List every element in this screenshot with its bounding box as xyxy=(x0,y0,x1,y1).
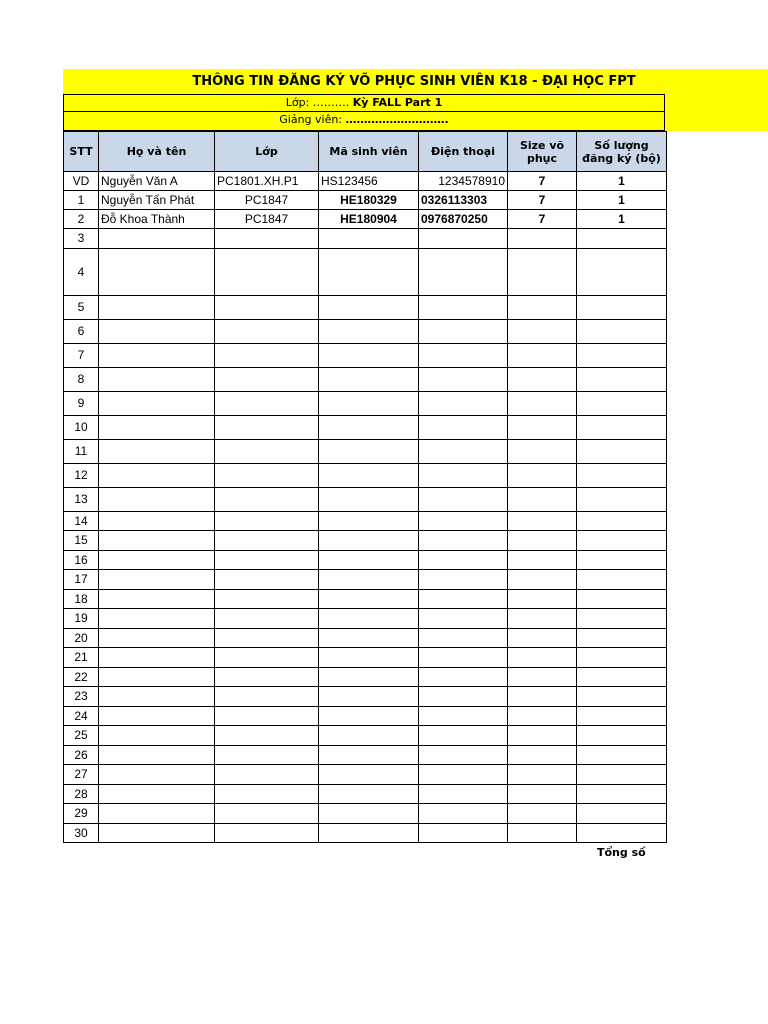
cell-size[interactable] xyxy=(508,589,577,609)
class-line-label: Lớp: ………. xyxy=(285,96,350,109)
cell-size[interactable]: 7 xyxy=(508,210,577,229)
cell-stt[interactable]: 14 xyxy=(64,511,99,531)
cell-stt[interactable]: 23 xyxy=(64,687,99,707)
cell-quantity[interactable] xyxy=(577,784,667,804)
table-row[interactable] xyxy=(64,531,667,551)
table-row[interactable] xyxy=(64,367,667,391)
cell-quantity[interactable] xyxy=(577,765,667,785)
cell-size[interactable] xyxy=(508,687,577,707)
cell-size[interactable] xyxy=(508,609,577,629)
registration-table xyxy=(63,131,667,843)
cell-quantity[interactable] xyxy=(577,687,667,707)
cell-class[interactable] xyxy=(215,229,319,249)
table-row[interactable] xyxy=(64,706,667,726)
header-row xyxy=(64,132,667,172)
cell-size[interactable]: 7 xyxy=(508,191,577,210)
sheet-title: THÔNG TIN ĐĂNG KÝ VÕ PHỤC SINH VIÊN K18 - ĐẠI HỌC FPT xyxy=(192,74,636,89)
cell-student-id[interactable] xyxy=(319,343,419,367)
cell-class[interactable] xyxy=(215,687,319,707)
cell-student-id[interactable] xyxy=(319,589,419,609)
cell-phone[interactable] xyxy=(419,687,508,707)
cell-name[interactable] xyxy=(99,319,215,343)
cell-stt[interactable]: 20 xyxy=(64,628,99,648)
cell-student-id[interactable] xyxy=(319,439,419,463)
cell-size[interactable] xyxy=(508,726,577,746)
cell-class[interactable] xyxy=(215,667,319,687)
column-header-size: Size võ phục xyxy=(508,132,577,172)
cell-phone[interactable] xyxy=(419,463,508,487)
cell-student-id[interactable] xyxy=(319,823,419,843)
cell-class[interactable] xyxy=(215,550,319,570)
cell-phone[interactable] xyxy=(419,248,508,295)
cell-quantity[interactable] xyxy=(577,367,667,391)
cell-stt[interactable]: 25 xyxy=(64,726,99,746)
table-row[interactable] xyxy=(64,784,667,804)
cell-size[interactable] xyxy=(508,628,577,648)
cell-quantity[interactable] xyxy=(577,726,667,746)
cell-stt[interactable]: 26 xyxy=(64,745,99,765)
cell-stt[interactable]: 7 xyxy=(64,343,99,367)
cell-phone[interactable] xyxy=(419,745,508,765)
cell-quantity[interactable] xyxy=(577,570,667,590)
cell-stt[interactable]: 11 xyxy=(64,439,99,463)
cell-student-id[interactable] xyxy=(319,391,419,415)
cell-name[interactable] xyxy=(99,343,215,367)
cell-quantity[interactable] xyxy=(577,463,667,487)
cell-name[interactable] xyxy=(99,589,215,609)
table-row[interactable] xyxy=(64,609,667,629)
cell-class[interactable] xyxy=(215,248,319,295)
table-row[interactable] xyxy=(64,415,667,439)
cell-size[interactable] xyxy=(508,745,577,765)
cell-name[interactable] xyxy=(99,706,215,726)
cell-phone[interactable] xyxy=(419,229,508,249)
cell-phone[interactable] xyxy=(419,511,508,531)
cell-quantity[interactable] xyxy=(577,319,667,343)
cell-size[interactable] xyxy=(508,319,577,343)
cell-phone[interactable] xyxy=(419,589,508,609)
cell-quantity[interactable]: 1 xyxy=(577,210,667,229)
cell-name[interactable] xyxy=(99,391,215,415)
cell-class[interactable] xyxy=(215,570,319,590)
cell-class[interactable] xyxy=(215,487,319,511)
cell-size[interactable] xyxy=(508,531,577,551)
class-line-value: Kỳ FALL Part 1 xyxy=(352,96,443,109)
cell-stt[interactable]: 1 xyxy=(64,191,99,210)
cell-name[interactable]: Đỗ Khoa Thành xyxy=(99,210,215,229)
cell-student-id[interactable] xyxy=(319,487,419,511)
cell-class[interactable] xyxy=(215,784,319,804)
cell-size[interactable] xyxy=(508,415,577,439)
cell-student-id[interactable] xyxy=(319,248,419,295)
cell-phone[interactable] xyxy=(419,726,508,746)
cell-class[interactable] xyxy=(215,511,319,531)
cell-student-id[interactable] xyxy=(319,295,419,319)
cell-class[interactable] xyxy=(215,706,319,726)
cell-name[interactable] xyxy=(99,804,215,824)
cell-name[interactable] xyxy=(99,248,215,295)
cell-class[interactable] xyxy=(215,726,319,746)
cell-name[interactable]: Nguyễn Văn A xyxy=(99,172,215,191)
table-row[interactable] xyxy=(64,248,667,295)
cell-phone[interactable] xyxy=(419,648,508,668)
cell-name[interactable] xyxy=(99,487,215,511)
column-header-student-id: Mã sinh viên xyxy=(319,132,419,172)
cell-quantity[interactable] xyxy=(577,745,667,765)
column-header-phone: Điện thoại xyxy=(419,132,508,172)
cell-name[interactable] xyxy=(99,367,215,391)
table-row[interactable] xyxy=(64,726,667,746)
cell-class[interactable] xyxy=(215,531,319,551)
cell-phone[interactable]: 0326113303 xyxy=(419,191,508,210)
cell-quantity[interactable] xyxy=(577,648,667,668)
cell-name[interactable] xyxy=(99,439,215,463)
cell-stt[interactable]: 18 xyxy=(64,589,99,609)
cell-quantity[interactable] xyxy=(577,706,667,726)
column-header-class: Lớp xyxy=(215,132,319,172)
cell-name[interactable] xyxy=(99,570,215,590)
table-row[interactable] xyxy=(64,804,667,824)
table-row[interactable] xyxy=(64,210,667,229)
cell-class[interactable]: PC1847 xyxy=(215,210,319,229)
cell-student-id[interactable] xyxy=(319,667,419,687)
cell-phone[interactable] xyxy=(419,439,508,463)
cell-phone[interactable] xyxy=(419,823,508,843)
cell-phone[interactable]: 1234578910 xyxy=(419,172,508,191)
cell-name[interactable] xyxy=(99,628,215,648)
cell-stt[interactable]: 15 xyxy=(64,531,99,551)
cell-student-id[interactable] xyxy=(319,367,419,391)
cell-phone[interactable]: 0976870250 xyxy=(419,210,508,229)
cell-student-id[interactable] xyxy=(319,784,419,804)
cell-class[interactable] xyxy=(215,295,319,319)
cell-class[interactable] xyxy=(215,609,319,629)
cell-quantity[interactable]: 1 xyxy=(577,191,667,210)
table-row[interactable] xyxy=(64,439,667,463)
table-row[interactable] xyxy=(64,391,667,415)
cell-student-id[interactable] xyxy=(319,570,419,590)
cell-name[interactable] xyxy=(99,511,215,531)
cell-phone[interactable] xyxy=(419,765,508,785)
cell-student-id[interactable] xyxy=(319,745,419,765)
cell-stt[interactable]: 24 xyxy=(64,706,99,726)
cell-phone[interactable] xyxy=(419,628,508,648)
table-row[interactable] xyxy=(64,487,667,511)
cell-quantity[interactable] xyxy=(577,415,667,439)
table-row[interactable] xyxy=(64,511,667,531)
cell-student-id[interactable] xyxy=(319,550,419,570)
cell-size[interactable] xyxy=(508,463,577,487)
cell-student-id[interactable] xyxy=(319,687,419,707)
cell-name[interactable] xyxy=(99,531,215,551)
cell-stt[interactable]: 30 xyxy=(64,823,99,843)
cell-stt[interactable]: 10 xyxy=(64,415,99,439)
cell-name[interactable] xyxy=(99,648,215,668)
cell-quantity[interactable] xyxy=(577,295,667,319)
cell-phone[interactable] xyxy=(419,487,508,511)
cell-stt[interactable]: 19 xyxy=(64,609,99,629)
cell-phone[interactable] xyxy=(419,531,508,551)
cell-name[interactable] xyxy=(99,229,215,249)
cell-size[interactable] xyxy=(508,367,577,391)
cell-stt[interactable]: 8 xyxy=(64,367,99,391)
cell-student-id[interactable] xyxy=(319,648,419,668)
cell-phone[interactable] xyxy=(419,784,508,804)
cell-size[interactable] xyxy=(508,487,577,511)
cell-size[interactable] xyxy=(508,550,577,570)
cell-size[interactable] xyxy=(508,439,577,463)
cell-size[interactable] xyxy=(508,706,577,726)
cell-phone[interactable] xyxy=(419,319,508,343)
class-line xyxy=(63,94,665,112)
cell-stt[interactable]: 6 xyxy=(64,319,99,343)
column-header-name: Họ và tên xyxy=(99,132,215,172)
table-row[interactable] xyxy=(64,229,667,249)
cell-phone[interactable] xyxy=(419,706,508,726)
table-row[interactable] xyxy=(64,765,667,785)
cell-stt[interactable]: 27 xyxy=(64,765,99,785)
table-row[interactable] xyxy=(64,687,667,707)
table-row[interactable] xyxy=(64,589,667,609)
cell-class[interactable] xyxy=(215,589,319,609)
cell-quantity[interactable] xyxy=(577,823,667,843)
cell-stt[interactable]: 16 xyxy=(64,550,99,570)
table-row[interactable] xyxy=(64,745,667,765)
cell-stt[interactable]: 17 xyxy=(64,570,99,590)
cell-size[interactable] xyxy=(508,570,577,590)
cell-class[interactable] xyxy=(215,439,319,463)
cell-stt[interactable]: 22 xyxy=(64,667,99,687)
cell-class[interactable] xyxy=(215,648,319,668)
table-row[interactable] xyxy=(64,570,667,590)
cell-quantity[interactable] xyxy=(577,511,667,531)
cell-student-id[interactable]: HS123456 xyxy=(319,172,419,191)
cell-phone[interactable] xyxy=(419,343,508,367)
cell-quantity[interactable] xyxy=(577,804,667,824)
cell-phone[interactable] xyxy=(419,415,508,439)
cell-size[interactable] xyxy=(508,648,577,668)
cell-quantity[interactable] xyxy=(577,628,667,648)
cell-quantity[interactable] xyxy=(577,550,667,570)
cell-class[interactable] xyxy=(215,391,319,415)
cell-phone[interactable] xyxy=(419,570,508,590)
cell-phone[interactable] xyxy=(419,804,508,824)
cell-student-id[interactable] xyxy=(319,726,419,746)
cell-name[interactable] xyxy=(99,726,215,746)
cell-stt[interactable]: 13 xyxy=(64,487,99,511)
cell-class[interactable] xyxy=(215,415,319,439)
cell-class[interactable] xyxy=(215,319,319,343)
cell-quantity[interactable] xyxy=(577,667,667,687)
cell-phone[interactable] xyxy=(419,609,508,629)
cell-class[interactable] xyxy=(215,804,319,824)
table-row[interactable] xyxy=(64,667,667,687)
cell-class[interactable] xyxy=(215,765,319,785)
cell-quantity[interactable] xyxy=(577,589,667,609)
cell-size[interactable] xyxy=(508,765,577,785)
cell-name[interactable] xyxy=(99,415,215,439)
cell-student-id[interactable] xyxy=(319,319,419,343)
cell-student-id[interactable] xyxy=(319,463,419,487)
cell-student-id[interactable] xyxy=(319,804,419,824)
cell-student-id[interactable] xyxy=(319,765,419,785)
cell-name[interactable] xyxy=(99,784,215,804)
cell-name[interactable] xyxy=(99,765,215,785)
cell-quantity[interactable] xyxy=(577,439,667,463)
cell-name[interactable] xyxy=(99,295,215,319)
cell-phone[interactable] xyxy=(419,295,508,319)
cell-stt[interactable]: 21 xyxy=(64,648,99,668)
cell-name[interactable]: Nguyễn Tấn Phát xyxy=(99,191,215,210)
cell-stt[interactable]: 12 xyxy=(64,463,99,487)
cell-quantity[interactable] xyxy=(577,487,667,511)
lecturer-line-label: Giảng viên: xyxy=(279,113,343,126)
table-row[interactable] xyxy=(64,191,667,210)
cell-phone[interactable] xyxy=(419,367,508,391)
cell-size[interactable] xyxy=(508,391,577,415)
cell-student-id[interactable] xyxy=(319,628,419,648)
cell-class[interactable] xyxy=(215,823,319,843)
cell-stt[interactable]: 28 xyxy=(64,784,99,804)
table-row[interactable] xyxy=(64,343,667,367)
cell-name[interactable] xyxy=(99,463,215,487)
cell-quantity[interactable] xyxy=(577,609,667,629)
cell-name[interactable] xyxy=(99,550,215,570)
cell-student-id[interactable] xyxy=(319,706,419,726)
cell-class[interactable] xyxy=(215,745,319,765)
cell-size[interactable] xyxy=(508,667,577,687)
total-label: Tổng số xyxy=(597,846,646,859)
cell-class[interactable] xyxy=(215,343,319,367)
cell-class[interactable] xyxy=(215,463,319,487)
cell-quantity[interactable] xyxy=(577,343,667,367)
cell-name[interactable] xyxy=(99,745,215,765)
cell-size[interactable]: 7 xyxy=(508,172,577,191)
cell-phone[interactable] xyxy=(419,550,508,570)
cell-size[interactable] xyxy=(508,784,577,804)
cell-size[interactable] xyxy=(508,229,577,249)
cell-class[interactable] xyxy=(215,367,319,391)
cell-stt[interactable]: 4 xyxy=(64,248,99,295)
cell-student-id[interactable] xyxy=(319,531,419,551)
cell-student-id[interactable] xyxy=(319,609,419,629)
cell-class[interactable]: PC1847 xyxy=(215,191,319,210)
cell-size[interactable] xyxy=(508,823,577,843)
column-header-quantity: Số lượng đăng ký (bộ) xyxy=(577,132,667,172)
cell-size[interactable] xyxy=(508,343,577,367)
cell-name[interactable] xyxy=(99,823,215,843)
cell-stt[interactable]: 3 xyxy=(64,229,99,249)
cell-phone[interactable] xyxy=(419,391,508,415)
cell-stt[interactable]: 9 xyxy=(64,391,99,415)
cell-stt[interactable]: VD xyxy=(64,172,99,191)
table-row[interactable] xyxy=(64,648,667,668)
cell-name[interactable] xyxy=(99,609,215,629)
cell-student-id[interactable]: HE180904 xyxy=(319,210,419,229)
cell-class[interactable]: PC1801.XH.P1 xyxy=(215,172,319,191)
cell-name[interactable] xyxy=(99,687,215,707)
cell-student-id[interactable] xyxy=(319,511,419,531)
cell-size[interactable] xyxy=(508,511,577,531)
cell-size[interactable] xyxy=(508,248,577,295)
cell-size[interactable] xyxy=(508,295,577,319)
lecturer-line xyxy=(63,112,665,131)
cell-quantity[interactable] xyxy=(577,248,667,295)
table-row[interactable] xyxy=(64,172,667,191)
table-row[interactable] xyxy=(64,550,667,570)
cell-quantity[interactable] xyxy=(577,391,667,415)
column-header-stt: STT xyxy=(64,132,99,172)
table-row[interactable] xyxy=(64,463,667,487)
cell-student-id[interactable]: HE180329 xyxy=(319,191,419,210)
table-row[interactable] xyxy=(64,823,667,843)
table-row[interactable] xyxy=(64,295,667,319)
cell-student-id[interactable] xyxy=(319,229,419,249)
cell-size[interactable] xyxy=(508,804,577,824)
table-row[interactable] xyxy=(64,628,667,648)
cell-stt[interactable]: 5 xyxy=(64,295,99,319)
cell-quantity[interactable] xyxy=(577,531,667,551)
cell-phone[interactable] xyxy=(419,667,508,687)
cell-class[interactable] xyxy=(215,628,319,648)
cell-quantity[interactable] xyxy=(577,229,667,249)
lecturer-line-value: ………………………. xyxy=(345,113,449,126)
cell-name[interactable] xyxy=(99,667,215,687)
cell-quantity[interactable]: 1 xyxy=(577,172,667,191)
cell-student-id[interactable] xyxy=(319,415,419,439)
cell-stt[interactable]: 29 xyxy=(64,804,99,824)
cell-stt[interactable]: 2 xyxy=(64,210,99,229)
table-row[interactable] xyxy=(64,319,667,343)
